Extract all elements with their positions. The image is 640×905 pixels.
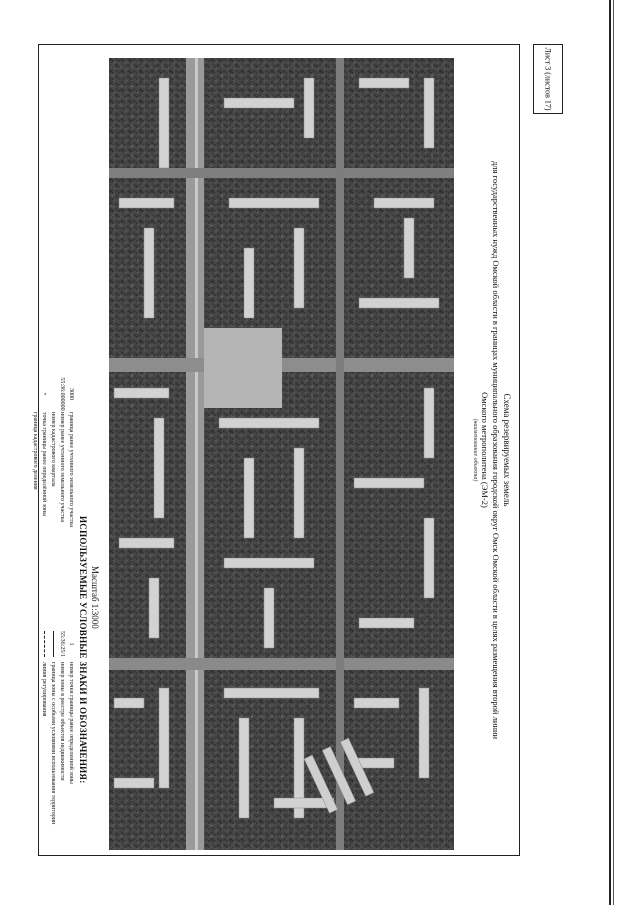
dashed-line-icon — [41, 626, 49, 662]
legend-text: точка границы ранее определённой зоны — [41, 412, 48, 517]
legend-item — [40, 376, 49, 527]
legend-text: номер кадастрового квартала — [50, 412, 57, 487]
aerial-photo — [109, 58, 454, 850]
legend-text: номер точки границы ранее определенной зоны — [68, 662, 75, 784]
legend-item — [40, 626, 49, 824]
sheet-number-box — [533, 44, 563, 114]
legend-item — [58, 626, 67, 824]
legend-symbol: 1 — [68, 642, 75, 646]
title-line-3: Омского метрополитена (ЭМ-2) — [480, 392, 490, 508]
legend-text: линия регулирования — [41, 662, 48, 717]
legend-symbol: 3000 — [68, 388, 75, 400]
aerial-photo-drawing — [109, 58, 454, 850]
legend-item — [67, 626, 76, 824]
legend-item — [49, 626, 58, 824]
legend-text: граница кадастрового деления — [32, 412, 39, 490]
title-block — [471, 46, 512, 854]
title-subtitle: (наименование объекта) — [472, 418, 478, 482]
page-border-line-secondary — [613, 0, 614, 905]
page-border-line — [609, 0, 611, 905]
legend-text: номер зоны в реестре объектов недвижимости — [59, 662, 66, 781]
sheet-content — [32, 46, 518, 854]
point-icon: • — [41, 392, 48, 396]
legend-text: граница ранее учтенного земельного участка — [68, 412, 75, 527]
legend-text: номер ранее учтенного земельного участка — [59, 412, 66, 522]
map-scale: Масштаб 1:3000 — [90, 566, 100, 629]
solid-line-icon — [50, 626, 58, 662]
legend-item — [31, 376, 40, 527]
sheet-number: Лист 3 (листов 17) — [543, 47, 553, 111]
legend-symbol: 55:36:25/1 — [59, 630, 66, 657]
legend-left-column — [31, 376, 76, 527]
title-line-2: для государственных нужд Омской области в границах муниципального образования городской округ Омск Омской области в целях размещения второй линии — [491, 160, 501, 740]
legend-text: граница зоны с особыми условиями использования территории — [50, 662, 57, 825]
legend-item — [58, 376, 67, 527]
legend-symbol: 55:36:000000 — [59, 377, 66, 411]
legend-right-column — [40, 626, 76, 824]
title-line-1: Схема резервируемых земель — [502, 393, 512, 507]
legend-title: ИСПОЛЬЗУЕМЫЕ УСЛОВНЫЕ ЗНАКИ И ОБОЗНАЧЕНИЯ: — [78, 516, 88, 784]
legend-item — [49, 376, 58, 527]
legend-item — [67, 376, 76, 527]
rotated-sheet — [32, 46, 518, 854]
